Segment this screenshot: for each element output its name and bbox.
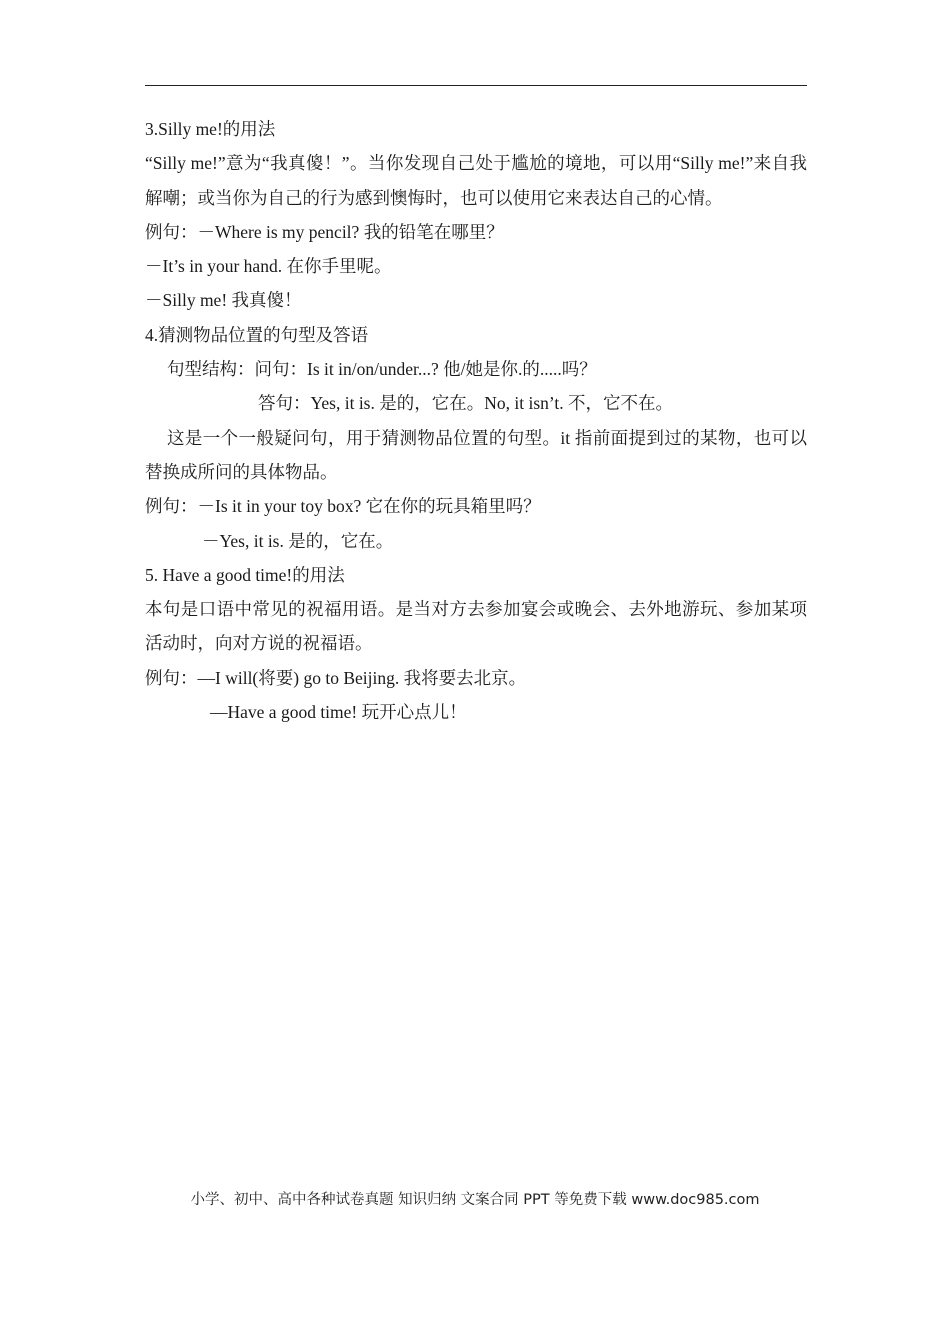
section4-example-line1: 例句：－Is it in your toy box? 它在你的玩具箱里吗？: [145, 496, 541, 517]
section4-structure-question: 句型结构：问句：Is it in/on/under...? 他/她是你.的.....吗？: [167, 359, 597, 380]
section3-example-line3: －Silly me! 我真傻！: [145, 290, 302, 311]
section4-heading: 4.猜测物品位置的句型及答语: [145, 324, 369, 345]
section4-paragraph: 这是一个一般疑问句，用于猜测物品位置的句型。it 指前面提到过的某物，也可以替换成所问的具体物品。: [145, 427, 807, 482]
section4-example-line2: －Yes, it is. 是的，它在。: [202, 530, 394, 551]
section3-heading: 3.Silly me!的用法: [145, 119, 276, 139]
section5-paragraph: 本句是口语中常见的祝福用语。是当对方去参加宴会或晚会、去外地游玩、参加某项活动时，向对方说的祝福语。: [145, 599, 807, 654]
header-rule: [145, 85, 807, 86]
section5-example-line2: —Have a good time! 玩开心点儿！: [210, 702, 467, 723]
section3-example-line1: 例句：－Where is my pencil? 我的铅笔在哪里？: [145, 221, 504, 242]
page-footer: 小学、初中、高中各种试卷真题 知识归纳 文案合同 PPT 等免费下载 www.doc985.com: [190, 1192, 760, 1208]
section3-paragraph: “Silly me!”意为“我真傻！”。当你发现自己处于尴尬的境地，可以用“Silly me!”来自我解嘲；或当你为自己的行为感到懊悔时，也可以使用它来表达自己的心情。: [145, 153, 807, 208]
section4-structure-answer: 答句：Yes, it is. 是的，它在。No, it isn’t. 不，它不在。: [258, 393, 674, 414]
section3-example-line2: －It’s in your hand. 在你手里呢。: [145, 256, 392, 277]
section5-heading: 5. Have a good time!的用法: [145, 564, 345, 585]
document-body: [145, 112, 807, 729]
section5-example-line1: 例句：—I will(将要) go to Beijing. 我将要去北京。: [145, 667, 527, 688]
